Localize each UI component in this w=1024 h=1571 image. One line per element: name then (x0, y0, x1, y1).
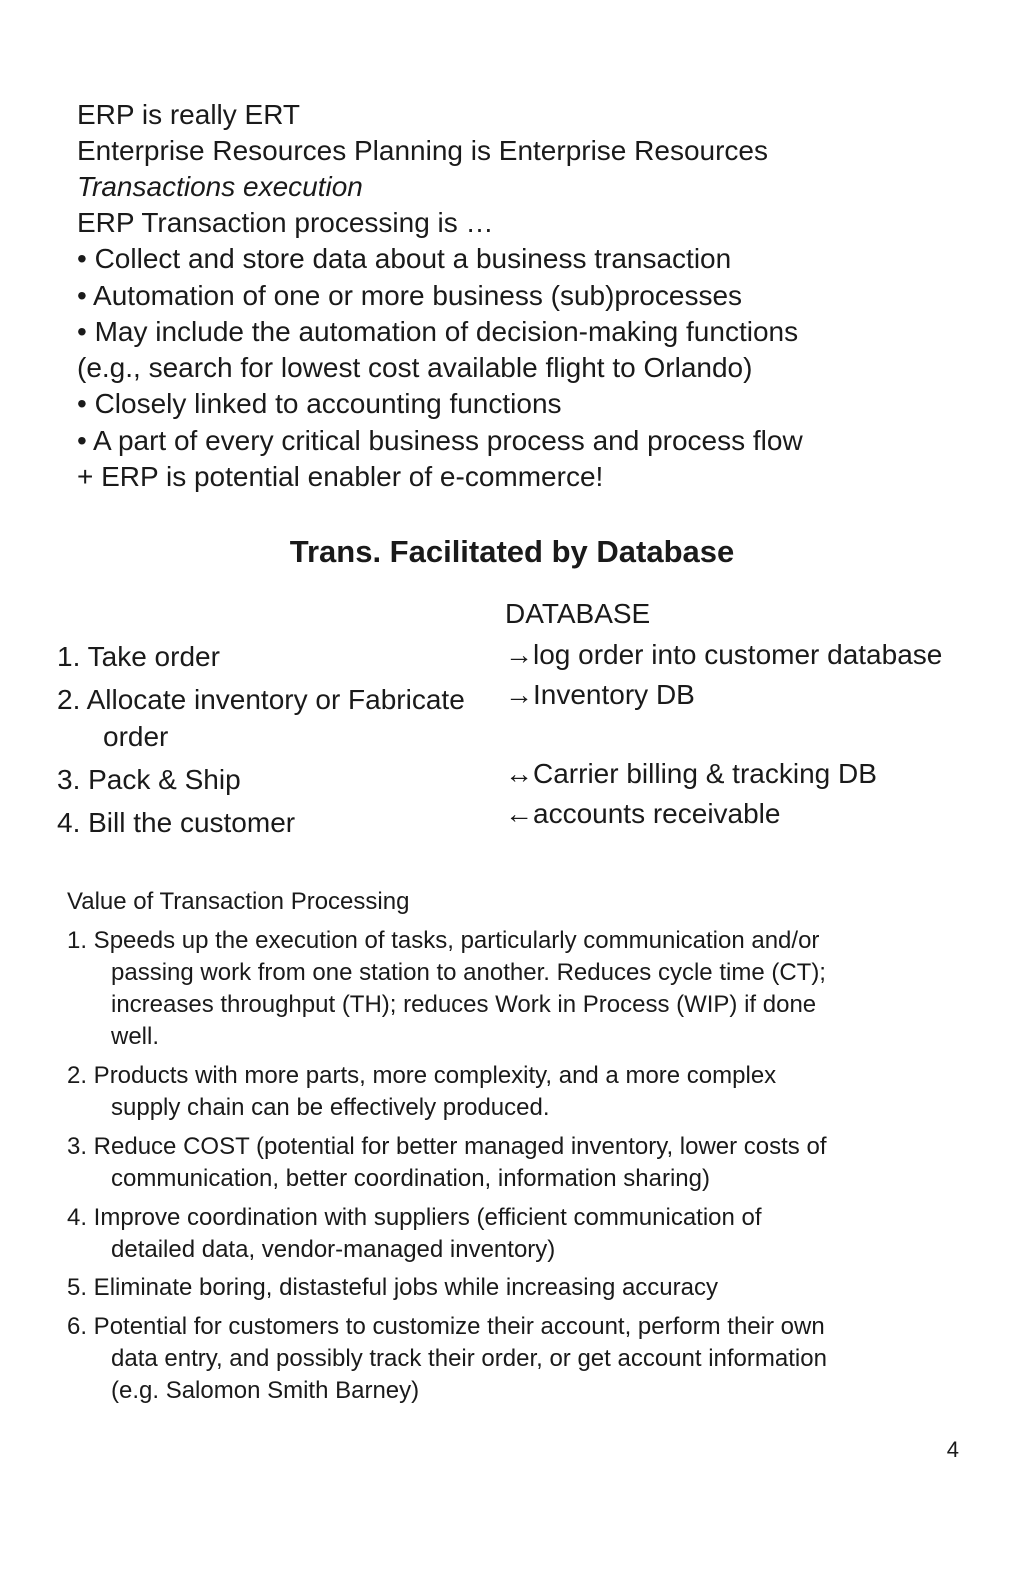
value-item-continuation: data entry, and possibly track their order, or get account information (111, 1345, 827, 1372)
intro-bullet: • Automation of one or more business (sub)processes (77, 280, 743, 311)
intro-bullet: • Closely linked to accounting functions (77, 388, 562, 419)
intro-line: + ERP is potential enabler of e-commerce! (77, 461, 604, 492)
value-item-continuation: passing work from one station to another. Reduces cycle time (CT); (111, 959, 826, 986)
page-number: 4 (946, 1437, 959, 1462)
value-item: 2. Products with more parts, more complexity, and a more complex (67, 1062, 777, 1089)
intro-line: ERP Transaction processing is … (77, 207, 494, 238)
intro-line: Enterprise Resources Planning is Enterprise Resources (77, 135, 768, 166)
intro-line: (e.g., search for lowest cost available flight to Orlando) (77, 352, 753, 383)
value-item-continuation: increases throughput (TH); reduces Work in Process (WIP) if done (111, 991, 817, 1018)
value-item: 5. Eliminate boring, distasteful jobs while increasing accuracy (67, 1274, 718, 1301)
intro-bullet: • Collect and store data about a business transaction (77, 243, 732, 274)
value-item-continuation: (e.g. Salomon Smith Barney) (111, 1377, 420, 1404)
value-title: Value of Transaction Processing (67, 888, 410, 915)
database-item: →log order into customer database (505, 639, 943, 670)
intro-line: ERP is really ERT (77, 99, 301, 130)
value-item-continuation: communication, better coordination, information sharing) (111, 1165, 710, 1192)
intro-line-italic: Transactions execution (77, 171, 363, 202)
value-item: 1. Speeds up the execution of tasks, particularly communication and/or (67, 927, 820, 954)
step-item: 2. Allocate inventory or Fabricate (57, 684, 465, 715)
section-title: Trans. Facilitated by Database (289, 534, 735, 569)
step-item-continuation: order (103, 721, 169, 752)
value-item: 3. Reduce COST (potential for better managed inventory, lower costs of (67, 1133, 827, 1160)
database-header: DATABASE (505, 598, 651, 629)
value-item-continuation: detailed data, vendor-managed inventory) (111, 1236, 556, 1263)
intro-bullet: • A part of every critical business process and process flow (77, 425, 803, 456)
value-item-continuation: supply chain can be effectively produced. (111, 1094, 550, 1121)
value-item: 6. Potential for customers to customize their account, perform their own (67, 1313, 825, 1340)
value-item: 4. Improve coordination with suppliers (efficient communication of (67, 1204, 762, 1231)
step-item: 3. Pack & Ship (57, 764, 241, 795)
step-item: 1. Take order (57, 641, 220, 672)
database-item: ↔Carrier billing & tracking DB (505, 758, 877, 789)
database-item: ←accounts receivable (505, 798, 781, 829)
step-item: 4. Bill the customer (57, 807, 296, 838)
intro-bullet: • May include the automation of decision-making functions (77, 316, 799, 347)
value-item-continuation: well. (111, 1023, 160, 1050)
database-item: →Inventory DB (505, 679, 695, 710)
